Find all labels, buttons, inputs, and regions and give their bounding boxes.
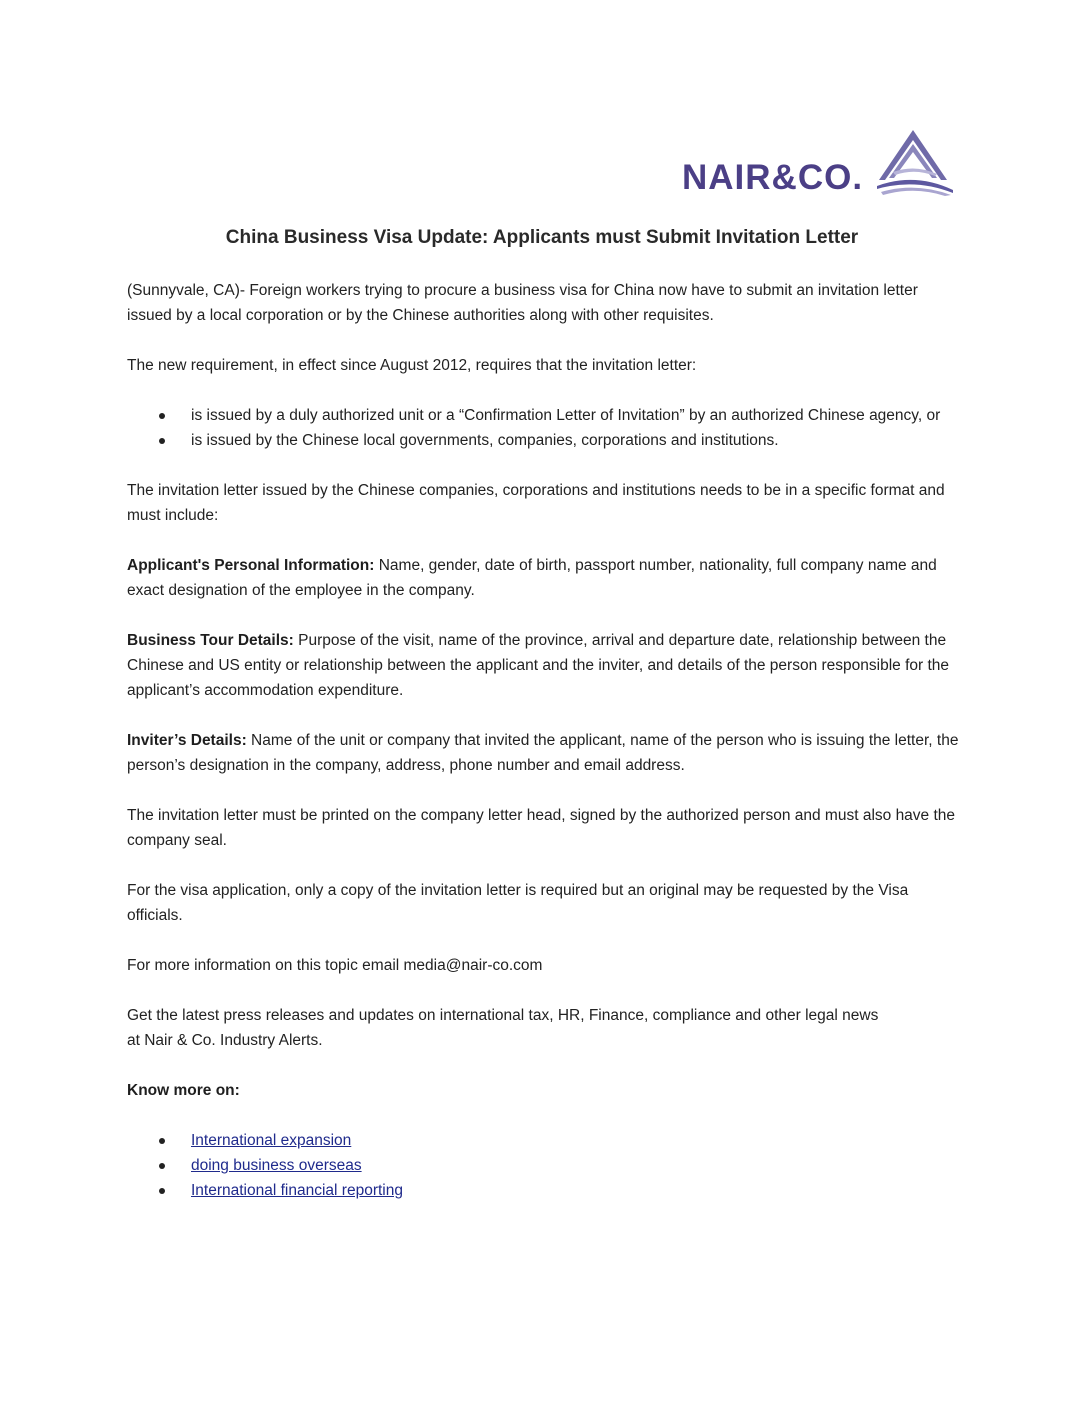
know-more-heading: Know more on: bbox=[127, 1082, 240, 1099]
updates-paragraph bbox=[127, 1003, 959, 1053]
section-personal-info bbox=[127, 553, 959, 603]
triangle-stripes-logo-icon bbox=[875, 128, 955, 196]
document-body bbox=[127, 278, 959, 1228]
intro-paragraph: (Sunnyvale, CA)- Foreign workers trying to procure a business visa for China now have to submit an invitation letter issued by a local corporation or by the Chinese authorities along with other requisites. bbox=[127, 282, 918, 324]
section-text: Name of the unit or company that invited the applicant, name of the person who is issuing the letter, the person’s designation in the company, address, phone number and email address. bbox=[127, 732, 959, 774]
link-item bbox=[127, 1178, 959, 1203]
section-text: Name, gender, date of birth, passport number, nationality, full company name and exact designation of the employee in the company. bbox=[127, 557, 937, 599]
section-heading: Business Tour Details: bbox=[127, 632, 294, 649]
link-doing-business-overseas[interactable]: doing business overseas bbox=[191, 1157, 362, 1174]
section-inviter-details bbox=[127, 728, 959, 778]
link-item bbox=[127, 1153, 959, 1178]
requirement-item: is issued by a duly authorized unit or a “Confirmation Letter of Invitation” by an authorized Chinese agency, or bbox=[127, 403, 959, 428]
related-links-list bbox=[127, 1128, 959, 1203]
link-item bbox=[127, 1128, 959, 1153]
link-international-expansion[interactable]: International expansion bbox=[191, 1132, 352, 1149]
link-international-financial-reporting[interactable]: International financial reporting bbox=[191, 1182, 403, 1199]
section-business-tour bbox=[127, 628, 959, 703]
company-logo bbox=[682, 126, 957, 198]
requirement-lead: The new requirement, in effect since August 2012, requires that the invitation letter: bbox=[127, 357, 697, 374]
document-title: China Business Visa Update: Applicants must Submit Invitation Letter bbox=[225, 227, 859, 248]
section-heading: Applicant's Personal Information: bbox=[127, 557, 375, 574]
requirements-list bbox=[127, 403, 959, 453]
contact-line: For more information on this topic email media@nair-co.com bbox=[127, 957, 543, 974]
section-text: Purpose of the visit, name of the province, arrival and departure date, relationship between the Chinese and US entity or relationship between the applicant and the inviter, and details of the person responsible for the applicant’s accommodation expenditure. bbox=[127, 632, 950, 699]
requirement-item: is issued by the Chinese local governments, companies, corporations and institutions. bbox=[127, 428, 959, 453]
copy-note: For the visa application, only a copy of the invitation letter is required but an original may be requested by the Visa officials. bbox=[127, 882, 909, 924]
updates-line: Get the latest press releases and updates on international tax, HR, Finance, compliance and other legal news bbox=[127, 1007, 879, 1024]
logo-wordmark: NAIR&CO. bbox=[682, 158, 864, 197]
printed-note: The invitation letter must be printed on the company letter head, signed by the authorized person and must also have the company seal. bbox=[127, 807, 956, 849]
updates-line: at Nair & Co. Industry Alerts. bbox=[127, 1032, 323, 1049]
section-heading: Inviter’s Details: bbox=[127, 732, 247, 749]
format-lead: The invitation letter issued by the Chinese companies, corporations and institutions needs to be in a specific format and must include: bbox=[127, 482, 945, 524]
